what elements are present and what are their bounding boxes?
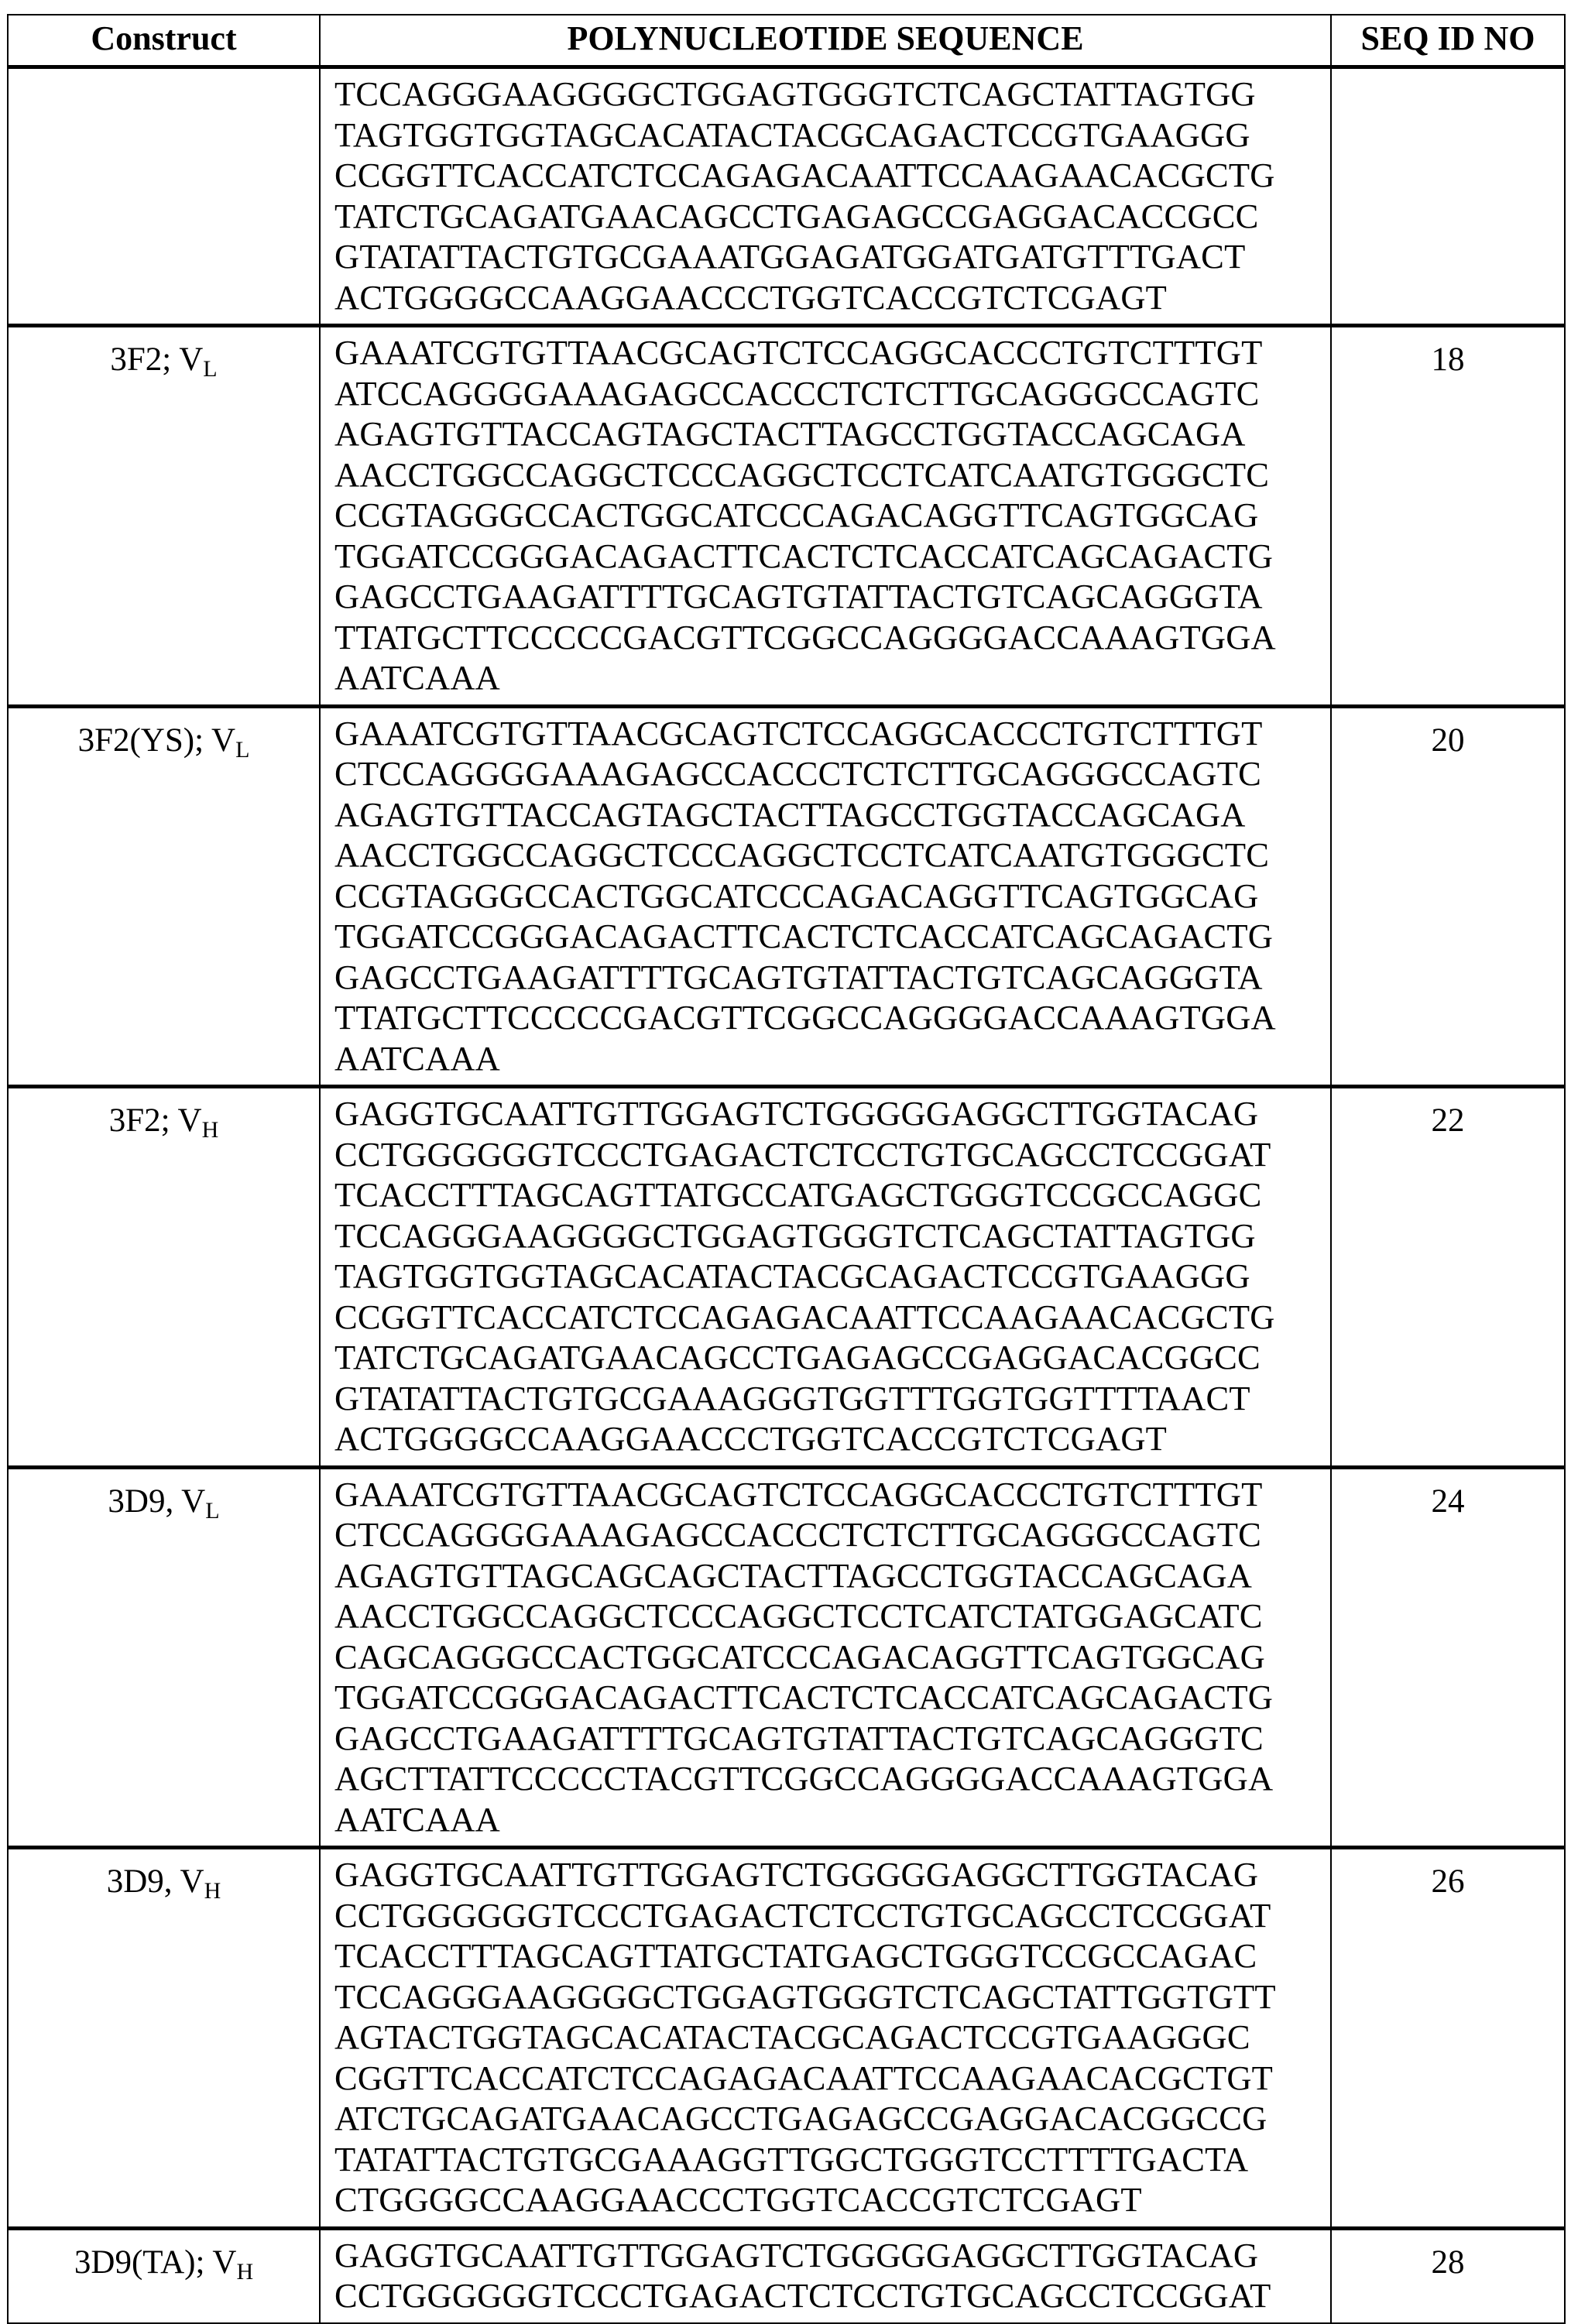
- sequence-line: AGTACTGGTAGCACATACTACGCAGACTCCGTGAAGGGC: [334, 2017, 1250, 2056]
- sequence-line: AGAGTGTTACCAGTAGCTACTTAGCCTGGTACCAGCAGA: [334, 414, 1246, 453]
- construct-cell: [8, 326, 320, 707]
- sequence-line: AACCTGGCCAGGCTCCCAGGCTCCTCATCAATGTGGGCTC: [334, 835, 1270, 874]
- sequence-cell: [320, 2228, 1331, 2323]
- construct-cell: [8, 1848, 320, 2229]
- sequence-line: TCCAGGGAAGGGGCTGGAGTGGGTCTCAGCTATTAGTGG: [334, 1215, 1256, 1255]
- construct-cell: [8, 2228, 320, 2323]
- table-row: [8, 2228, 1565, 2323]
- table-row: [8, 326, 1565, 707]
- sequence-line: CAGCAGGGCCACTGGCATCCCAGACAGGTTCAGTGGCAG: [334, 1637, 1265, 1676]
- sequence-cell: [320, 706, 1331, 1087]
- sequence-line: TGGATCCGGGACAGACTTCACTCTCACCATCAGCAGACTG: [334, 1678, 1274, 1716]
- sequence-line: TGGATCCGGGACAGACTTCACTCTCACCATCAGCAGACTG: [334, 536, 1274, 575]
- construct-subscript: H: [204, 1878, 221, 1904]
- sequence-line: AGAGTGTTAGCAGCAGCTACTTAGCCTGGTACCAGCAGA: [334, 1555, 1253, 1595]
- sequence-line: TTATGCTTCCCCCGACGTTCGGCCAGGGGACCAAAGTGGA: [334, 617, 1276, 656]
- construct-cell: [8, 706, 320, 1087]
- table-row: [8, 1467, 1565, 1848]
- sequence-line: CTCCAGGGGAAAGAGCCACCCTCTCTTGCAGGGCCAGTC: [334, 754, 1262, 793]
- construct-cell: [8, 67, 320, 326]
- table-row: [8, 67, 1565, 326]
- polynucleotide-sequence-table: [7, 14, 1566, 2324]
- seq-id-cell: 22: [1331, 1087, 1565, 1468]
- sequence-line: CCTGGGGGGTCCCTGAGACTCTCCTGTGCAGCCTCCGGAT: [334, 2276, 1271, 2315]
- sequence-line: TTATGCTTCCCCCGACGTTCGGCCAGGGGACCAAAGTGGA: [334, 998, 1276, 1037]
- sequence-cell: [320, 1467, 1331, 1848]
- seq-id-cell: 24: [1331, 1467, 1565, 1848]
- construct-label: 3D9, V: [106, 1863, 204, 1900]
- table-body: [8, 67, 1565, 2323]
- sequence-line: GTATATTACTGTGCGAAATGGAGATGGATGATGTTTGACT: [334, 237, 1246, 276]
- sequence-line: TGGATCCGGGACAGACTTCACTCTCACCATCAGCAGACTG: [334, 917, 1274, 955]
- sequence-line: CCGGTTCACCATCTCCAGAGACAATTCCAAGAACACGCTG: [334, 1297, 1275, 1336]
- sequence-line: GAGCCTGAAGATTTTGCAGTGTATTACTGTCAGCAGGGTC: [334, 1718, 1264, 1757]
- construct-label: 3F2; V: [110, 341, 204, 378]
- sequence-cell: [320, 1848, 1331, 2229]
- sequence-line: AATCAAA: [334, 1038, 501, 1078]
- sequence-cell: [320, 1087, 1331, 1468]
- sequence-line: CGGTTCACCATCTCCAGAGACAATTCCAAGAACACGCTGT: [334, 2058, 1274, 2097]
- sequence-cell: [320, 326, 1331, 707]
- construct-subscript: L: [203, 356, 218, 382]
- sequence-line: TCCAGGGAAGGGGCTGGAGTGGGTCTCAGCTATTGGTGTT: [334, 1976, 1276, 2016]
- sequence-line: ACTGGGGCCAAGGAACCCTGGTCACCGTCTCGAGT: [334, 1419, 1168, 1458]
- sequence-line: AGAGTGTTACCAGTAGCTACTTAGCCTGGTACCAGCAGA: [334, 794, 1246, 834]
- sequence-line: AATCAAA: [334, 1799, 501, 1839]
- sequence-line: ATCTGCAGATGAACAGCCTGAGAGCCGAGGACACGGCCG: [334, 2099, 1267, 2137]
- sequence-line: TCACCTTTAGCAGTTATGCTATGAGCTGGGTCCGCCAGAC: [334, 1936, 1257, 1975]
- sequence-line: ACTGGGGCCAAGGAACCCTGGTCACCGTCTCGAGT: [334, 277, 1168, 317]
- sequence-line: TATCTGCAGATGAACAGCCTGAGAGCCGAGGACACGGCC: [334, 1338, 1261, 1376]
- seq-id-cell: 20: [1331, 706, 1565, 1087]
- sequence-line: GTATATTACTGTGCGAAAGGGTGGTTTGGTGGTTTTAACT: [334, 1378, 1250, 1417]
- seq-id-cell: [1331, 67, 1565, 326]
- construct-subscript: L: [205, 1497, 220, 1524]
- sequence-line: CTGGGGCCAAGGAACCCTGGTCACCGTCTCGAGT: [334, 2180, 1142, 2219]
- construct-label: 3F2(YS); V: [77, 722, 236, 759]
- header-construct: Construct: [8, 15, 320, 67]
- construct-subscript: L: [235, 736, 250, 763]
- sequence-line: GAGCCTGAAGATTTTGCAGTGTATTACTGTCAGCAGGGTA: [334, 957, 1263, 996]
- construct-cell: [8, 1467, 320, 1848]
- construct-label: 3F2; V: [108, 1102, 202, 1139]
- sequence-line: AACCTGGCCAGGCTCCCAGGCTCCTCATCAATGTGGGCTC: [334, 454, 1270, 494]
- sequence-line: CCTGGGGGGTCCCTGAGACTCTCCTGTGCAGCCTCCGGAT: [334, 1895, 1271, 1935]
- table-row: [8, 1848, 1565, 2229]
- sequence-line: CCGTAGGGCCACTGGCATCCCAGACAGGTTCAGTGGCAG: [334, 495, 1259, 534]
- sequence-line: CCTGGGGGGTCCCTGAGACTCTCCTGTGCAGCCTCCGGAT: [334, 1134, 1271, 1174]
- sequence-line: AACCTGGCCAGGCTCCCAGGCTCCTCATCTATGGAGCATC: [334, 1596, 1263, 1635]
- sequence-line: ATCCAGGGGAAAGAGCCACCCTCTCTTGCAGGGCCAGTC: [334, 373, 1260, 413]
- table-header-row: [8, 15, 1565, 67]
- sequence-line: AGCTTATTCCCCCTACGTTCGGCCAGGGGACCAAAGTGGA: [334, 1759, 1274, 1798]
- construct-label: 3D9(TA); V: [74, 2243, 237, 2281]
- sequence-line: TAGTGGTGGTAGCACATACTACGCAGACTCCGTGAAGGG: [334, 1256, 1250, 1295]
- sequence-line: GAAATCGTGTTAACGCAGTCTCCAGGCACCCTGTCTTTGT: [334, 333, 1263, 372]
- construct-label: 3D9, V: [108, 1482, 206, 1520]
- sequence-line: CTCCAGGGGAAAGAGCCACCCTCTCTTGCAGGGCCAGTC: [334, 1515, 1262, 1554]
- seq-id-cell: 18: [1331, 326, 1565, 707]
- seq-id-cell: 26: [1331, 1848, 1565, 2229]
- seq-id-cell: 28: [1331, 2228, 1565, 2323]
- sequence-line: GAGGTGCAATTGTTGGAGTCTGGGGGAGGCTTGGTACAG: [334, 1855, 1259, 1894]
- sequence-line: CCGTAGGGCCACTGGCATCCCAGACAGGTTCAGTGGCAG: [334, 876, 1259, 915]
- sequence-line: GAAATCGTGTTAACGCAGTCTCCAGGCACCCTGTCTTTGT: [334, 713, 1263, 752]
- sequence-cell: [320, 67, 1331, 326]
- sequence-line: CCGGTTCACCATCTCCAGAGACAATTCCAAGAACACGCTG: [334, 156, 1275, 194]
- table-row: [8, 1087, 1565, 1468]
- sequence-line: TAGTGGTGGTAGCACATACTACGCAGACTCCGTGAAGGG: [334, 115, 1250, 154]
- sequence-line: GAGGTGCAATTGTTGGAGTCTGGGGGAGGCTTGGTACAG: [334, 2235, 1259, 2274]
- sequence-line: TATCTGCAGATGAACAGCCTGAGAGCCGAGGACACCGCC: [334, 196, 1259, 235]
- sequence-line: TATATTACTGTGCGAAAGGTTGGCTGGGTCCTTTTGACTA: [334, 2139, 1249, 2178]
- sequence-line: GAGCCTGAAGATTTTGCAGTGTATTACTGTCAGCAGGGTA: [334, 577, 1263, 615]
- construct-subscript: H: [201, 1117, 219, 1143]
- sequence-line: GAAATCGTGTTAACGCAGTCTCCAGGCACCCTGTCTTTGT: [334, 1474, 1263, 1513]
- table-row: [8, 706, 1565, 1087]
- header-polynucleotide-sequence: POLYNUCLEOTIDE SEQUENCE: [320, 15, 1331, 67]
- sequence-line: GAGGTGCAATTGTTGGAGTCTGGGGGAGGCTTGGTACAG: [334, 1094, 1259, 1133]
- header-seq-id-no: SEQ ID NO: [1331, 15, 1565, 67]
- construct-subscript: H: [236, 2258, 254, 2285]
- sequence-line: TCACCTTTAGCAGTTATGCCATGAGCTGGGTCCGCCAGGC: [334, 1175, 1262, 1214]
- construct-cell: [8, 1087, 320, 1468]
- sequence-line: TCCAGGGAAGGGGCTGGAGTGGGTCTCAGCTATTAGTGG: [334, 74, 1256, 113]
- sequence-line: AATCAAA: [334, 658, 501, 697]
